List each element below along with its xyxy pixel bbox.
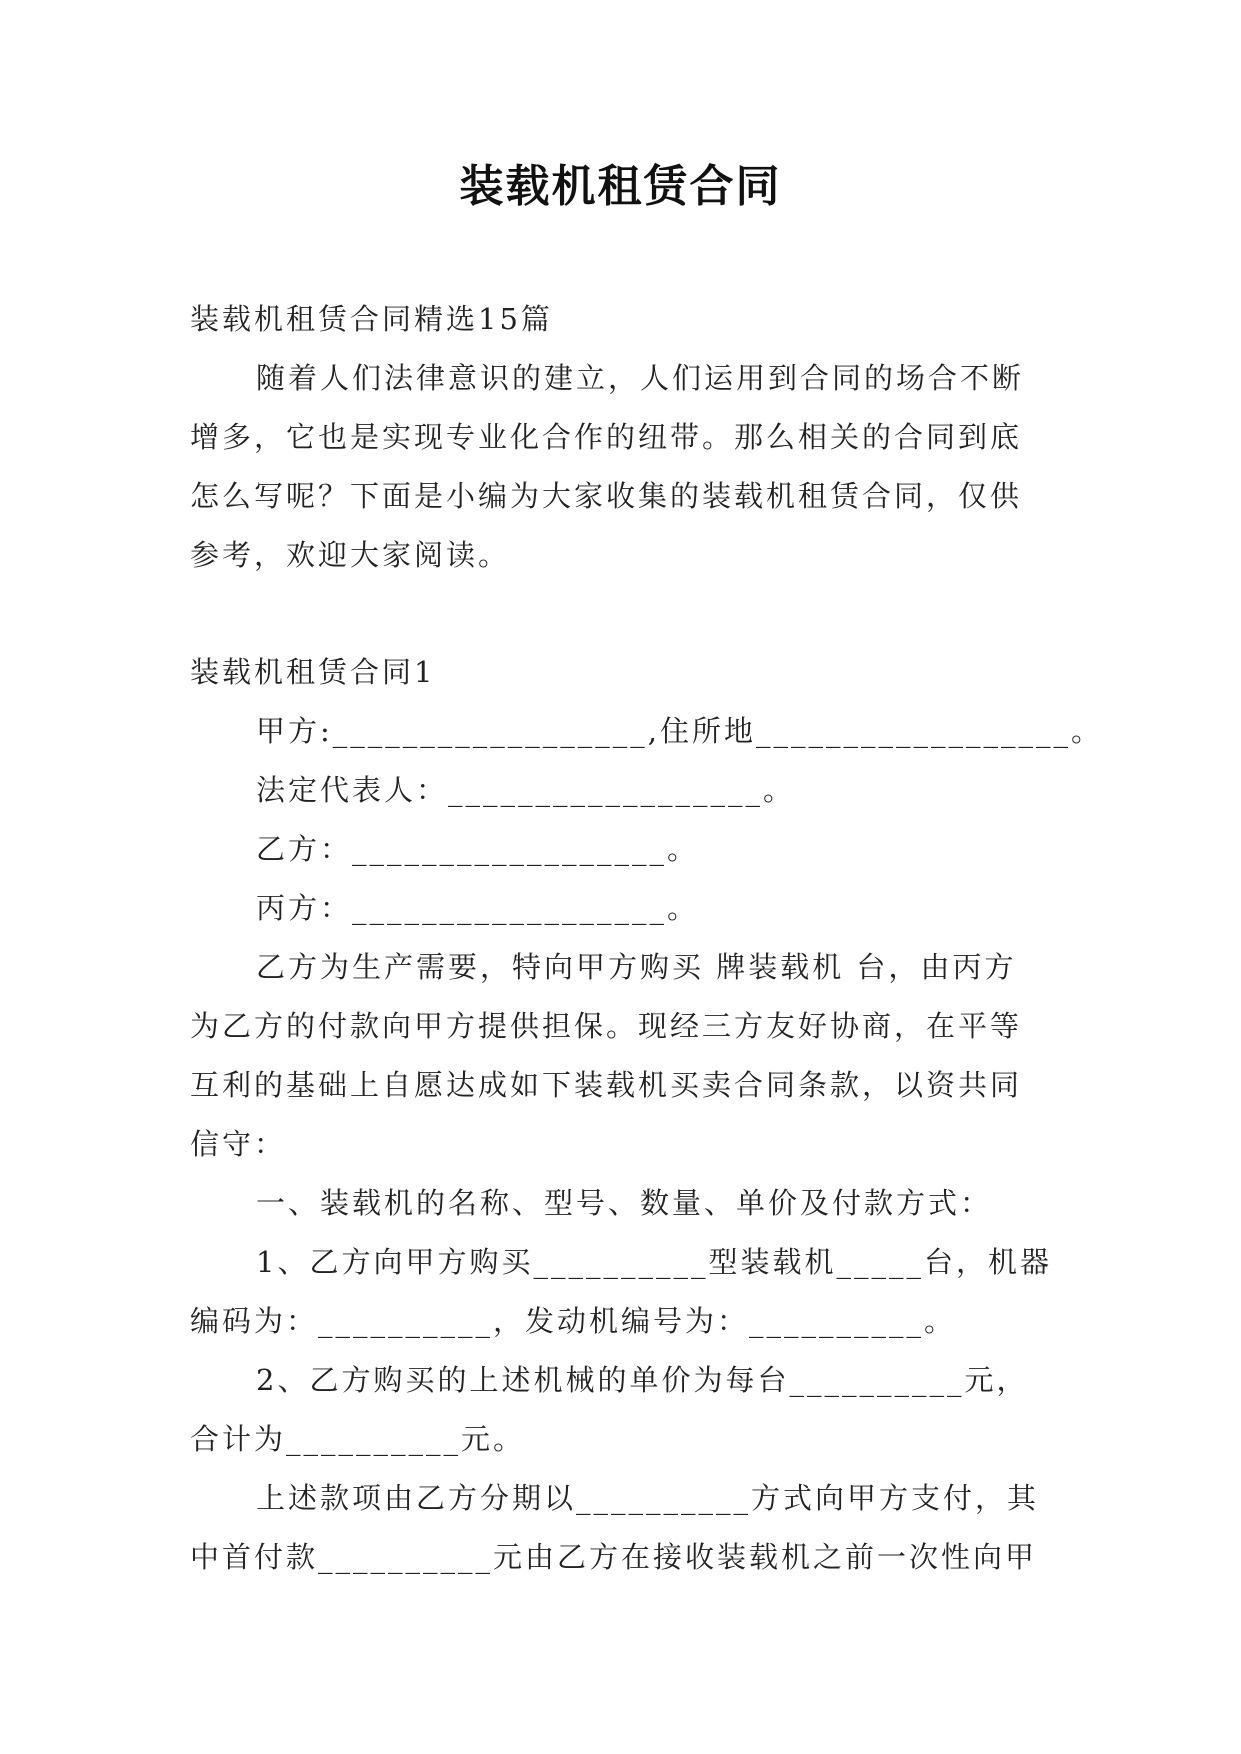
intro-line-3: 怎么写呢？下面是小编为大家收集的装载机租赁合同，仅供 bbox=[190, 479, 1023, 513]
clause-1-heading: 一、装载机的名称、型号、数量、单价及付款方式： bbox=[256, 1186, 993, 1220]
clause-1-2-line-1: 2、乙方购买的上述机械的单价为每台__________元， bbox=[256, 1363, 1029, 1397]
party-a-line: 甲方:__________________,住所地__________________。 bbox=[256, 714, 1103, 748]
intro-line-4: 参考，欢迎大家阅读。 bbox=[190, 538, 511, 572]
purpose-line-2: 为乙方的付款向甲方提供担保。现经三方友好协商，在平等 bbox=[190, 1009, 1023, 1043]
purpose-line-1: 乙方为生产需要，特向甲方购买 牌装载机 台，由丙方 bbox=[256, 950, 1017, 984]
intro-line-1: 随着人们法律意识的建立，人们运用到合同的场合不断 bbox=[256, 361, 1025, 395]
document-subtitle: 装载机租赁合同精选15篇 bbox=[190, 302, 553, 336]
payment-line-2: 中首付款__________元由乙方在接收装载机之前一次性向甲 bbox=[190, 1540, 1038, 1574]
section-spacer bbox=[190, 585, 1050, 643]
clause-1-1-line-2: 编码为：__________，发动机编号为：__________。 bbox=[190, 1304, 957, 1338]
intro-line-2: 增多，它也是实现专业化合作的纽带。那么相关的合同到底 bbox=[190, 420, 1023, 454]
party-c-line: 丙方：__________________。 bbox=[256, 891, 700, 925]
purpose-line-3: 互利的基础上自愿达成如下装载机买卖合同条款，以资共同 bbox=[190, 1068, 1023, 1102]
clause-1-1-line-1: 1、乙方向甲方购买__________型装载机_____台，机器 bbox=[256, 1245, 1052, 1279]
document-body bbox=[190, 290, 1103, 1587]
clause-1-2-line-2: 合计为__________元。 bbox=[190, 1422, 526, 1456]
purpose-line-4: 信守： bbox=[190, 1127, 287, 1161]
party-b-line: 乙方：__________________。 bbox=[256, 832, 700, 866]
document-title: 装载机租赁合同 bbox=[459, 161, 782, 212]
section-heading: 装载机租赁合同1 bbox=[190, 655, 436, 689]
legal-rep-line: 法定代表人：__________________。 bbox=[256, 773, 796, 807]
payment-line-1: 上述款项由乙方分期以__________方式向甲方支付，其 bbox=[256, 1481, 1040, 1515]
